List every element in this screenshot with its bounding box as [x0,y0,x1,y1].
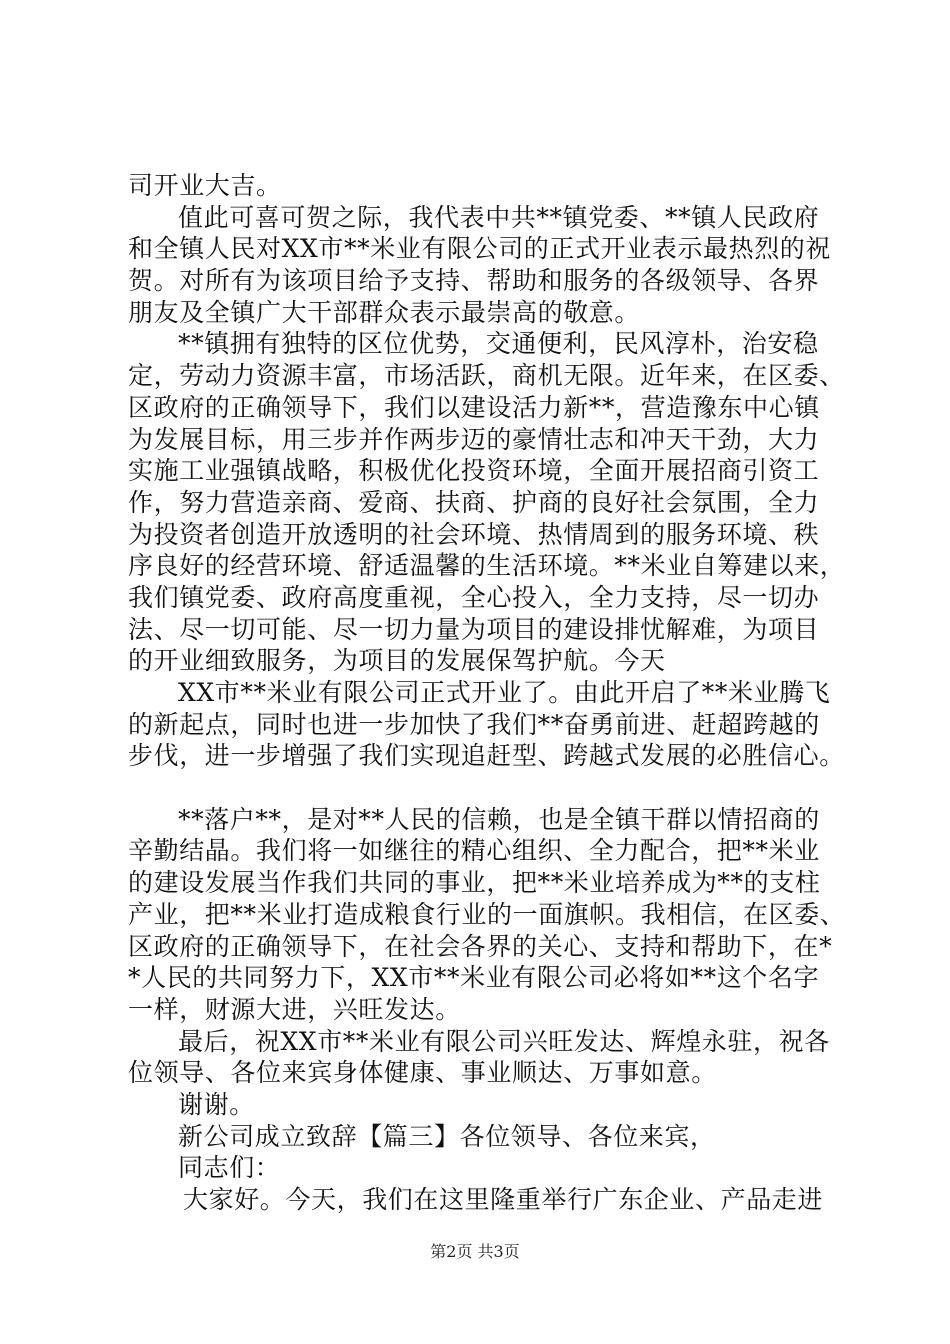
text-line: 序良好的经营环境、舒适温馨的生活环境。**米业自筹建以来， [128,551,846,581]
text-line: 谢谢。 [178,1089,255,1119]
text-line: 最后，祝XX市**米业有限公司兴旺发达、辉煌永驻，祝各 [178,1026,830,1056]
text-line: 步伐，进一步增强了我们实现追赶型、跨越式发展的必胜信心。 [128,741,845,771]
text-line: 值此可喜可贺之际，我代表中共**镇党委、**镇人民政府 [178,202,820,232]
text-line: 实施工业强镇战略，积极优化投资环境，全面开展招商引资工 [128,456,820,486]
text-line: 位领导、各位来宾身体健康、事业顺达、万事如意。 [128,1058,717,1088]
text-line: 为投资者创造开放透明的社会环境、热情周到的服务环境、秩 [128,519,820,549]
text-line: 的开业细致服务，为项目的发展保驾护航。今天 [128,646,666,676]
text-line: 定，劳动力资源丰富，市场活跃，商机无限。近年来，在区委、 [128,361,845,391]
text-line: 区政府的正确领导下，在社会各界的关心、支持和帮助下，在* [128,931,833,961]
text-line: 司开业大吉。 [128,171,282,200]
page-footer: 第2页 共3页 [430,1242,520,1261]
text-line: 的建设发展当作我们共同的事业，把**米业培养成为**的支柱 [128,868,821,898]
text-line: **镇拥有独特的区位优势，交通便利，民风淳朴，治安稳 [178,329,819,359]
text-line: 大家好。今天，我们在这里隆重举行广东企业、产品走进 [183,1185,824,1214]
text-line: 新公司成立致辞【篇三】各位领导、各位来宾， [178,1121,716,1151]
text-line: **落户**，是对**人民的信赖，也是全镇干群以情招商的 [178,804,820,834]
text-line: 一样，财源大进，兴旺发达。 [128,994,461,1024]
text-line: XX市**米业有限公司正式开业了。由此开启了**米业腾飞 [178,678,831,707]
text-line: 法、尽一切可能、尽一切力量为项目的建设排忧解难，为项目 [128,614,820,644]
text-line: 辛勤结晶。我们将一如继往的精心组织、全力配合，把**米业 [128,836,820,866]
text-line: 贺。对所有为该项目给予支持、帮助和服务的各级领导、各界 [128,266,820,296]
text-line: *人民的共同努力下，XX市**米业有限公司必将如**这个名字 [128,963,820,993]
document-body [128,170,846,1216]
text-line: 作，努力营造亲商、爱商、扶商、护商的良好社会氛围，全力 [128,487,820,517]
text-line: 产业，把**米业打造成粮食行业的一面旗帜。我相信，在区委、 [128,899,846,929]
text-line: 为发展目标，用三步并作两步迈的豪情壮志和冲天干劲，大力 [128,424,820,454]
text-line: 朋友及全镇广大干部群众表示最崇高的敬意。 [128,297,641,327]
blank-line [128,772,840,804]
text-line: 的新起点，同时也进一步加快了我们**奋勇前进、赶超跨越的 [128,709,820,739]
text-line: 我们镇党委、政府高度重视，全心投入，全力支持，尽一切办 [128,582,820,612]
text-line: 和全镇人民对XX市**米业有限公司的正式开业表示最热烈的祝 [128,234,831,264]
text-line: 区政府的正确领导下，我们以建设活力新**，营造豫东中心镇 [128,392,820,422]
text-line: 同志们： [178,1153,281,1183]
